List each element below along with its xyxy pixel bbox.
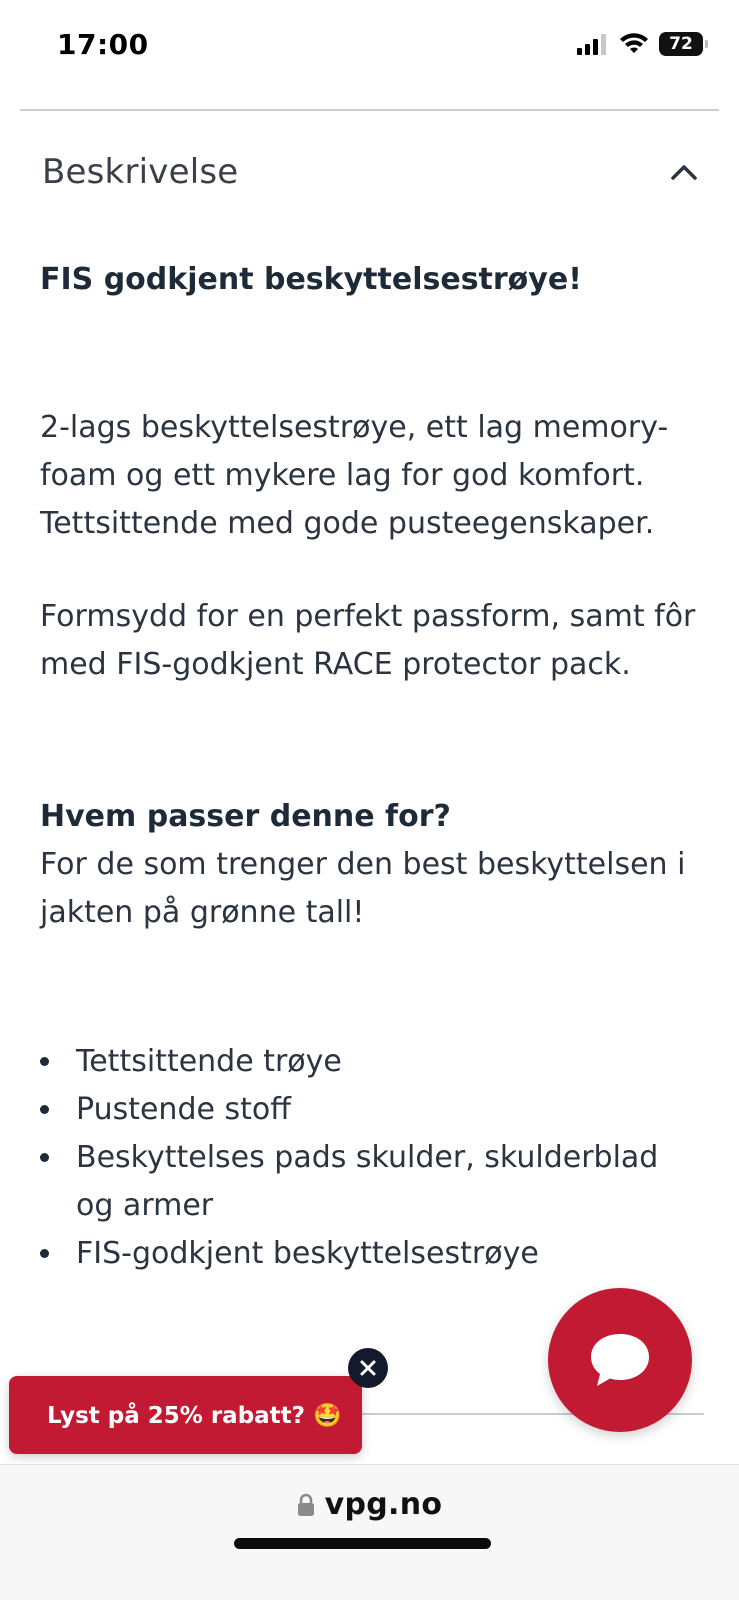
home-indicator[interactable] (234, 1538, 491, 1549)
chat-bubble-icon (587, 1330, 653, 1390)
battery-icon (659, 32, 703, 56)
discount-label: Lyst på 25% rabatt? 🤩 (47, 1402, 342, 1429)
status-bar (0, 0, 739, 96)
list-item: FIS-godkjent beskyttelsestrøye (40, 1230, 680, 1278)
wifi-icon (619, 33, 649, 55)
description-headline: FIS godkjent beskyttelsestrøye! (40, 262, 582, 297)
description-paragraph: Formsydd for en perfekt passform, samt fôr med FIS-godkjent RACE protector pack. (40, 599, 696, 682)
discount-close-button[interactable] (348, 1348, 388, 1388)
audience-block (40, 793, 700, 937)
section-title: Beskrivelse (42, 152, 239, 192)
browser-address-bar[interactable] (0, 1464, 739, 1600)
lock-icon (297, 1493, 315, 1517)
list-item: Tettsittende trøye (40, 1038, 680, 1086)
battery-level: 72 (669, 34, 693, 54)
list-item: Beskyttelses pads skulder, skulderblad og armer (40, 1134, 680, 1230)
audience-answer: For de som trenger den best beskyttelsen i jakten på grønne tall! (40, 847, 686, 930)
chevron-up-icon[interactable] (669, 157, 699, 187)
list-item: Pustende stoff (40, 1086, 680, 1134)
feature-list (40, 1038, 680, 1278)
audience-question: Hvem passer denne for? (40, 799, 451, 834)
chat-button[interactable] (548, 1288, 692, 1432)
status-time: 17:00 (57, 28, 149, 61)
description-accordion-header[interactable] (20, 140, 719, 204)
url-text: vpg.no (324, 1487, 443, 1522)
signal-icon (577, 33, 609, 55)
close-icon (359, 1359, 377, 1377)
divider (20, 109, 719, 111)
url-display[interactable] (0, 1487, 739, 1522)
status-icons (577, 32, 703, 56)
description-paragraph: 2-lags beskyttelsestrøye, ett lag memory-foam og ett mykere lag for god komfort. Tettsittende med gode pusteegenskaper. (40, 410, 669, 541)
discount-popup-button[interactable] (9, 1376, 362, 1454)
